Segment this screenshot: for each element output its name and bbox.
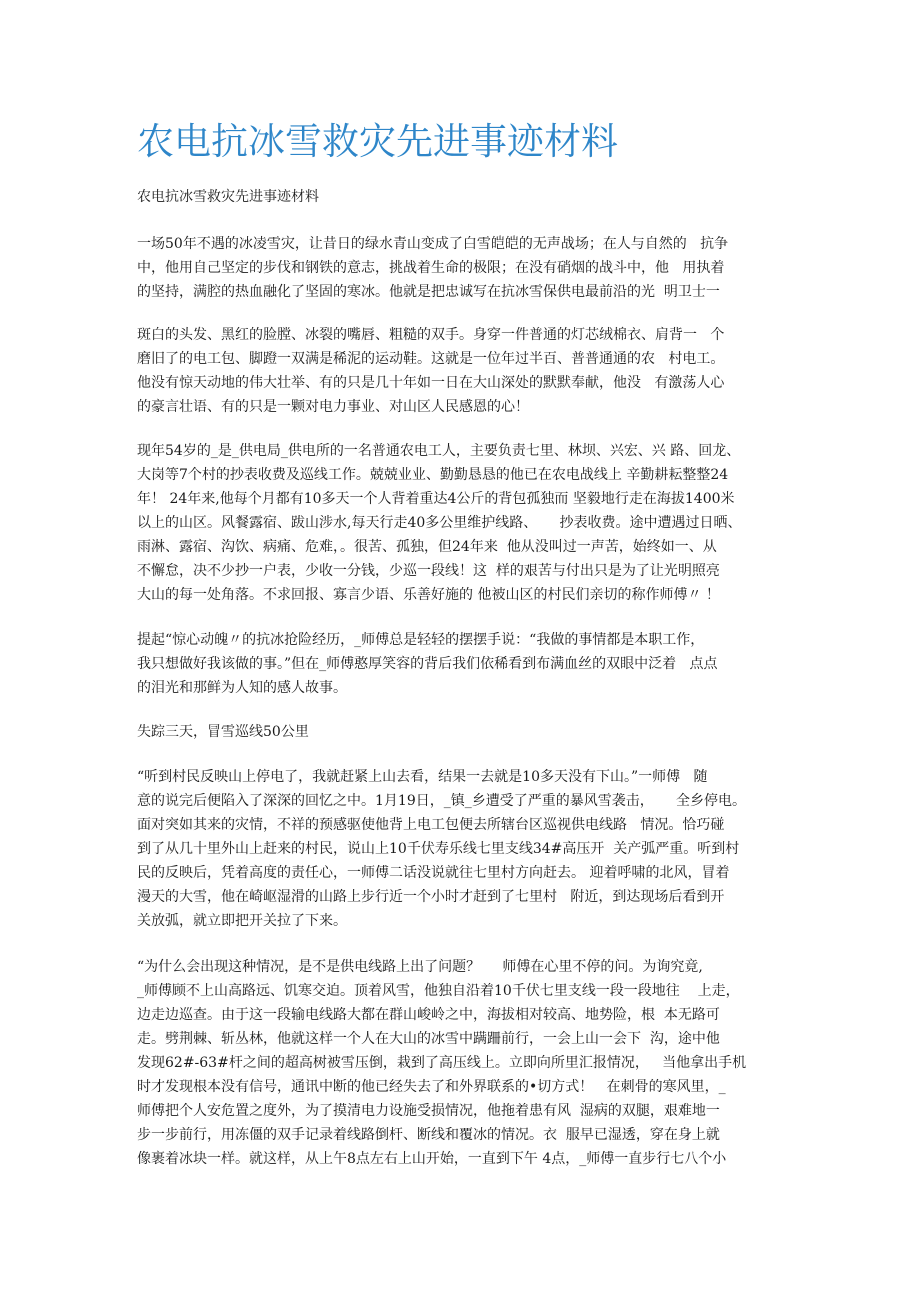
text-line: 面对突如其来的灾情，不祥的预感驱使他背上电工包便去所辖台区巡视供电线路 情况。恰巧碰 xyxy=(137,817,725,833)
text-line: 大山的每一处角落。不求回报、寡言少语、乐善好施的 他被山区的村民们亲切的称作师傅〃 ！ xyxy=(137,587,720,603)
text-line: 民的反映后，凭着高度的责任心，一师傅二话没说就往七里村方向赶去。 迎着呼啸的北风，冒着 xyxy=(137,865,730,881)
text-line: 现年54岁的_是_供电局_供电所的一名普通农电工人，主要负责七里、林坝、兴宏、兴 路、回龙、 xyxy=(137,443,741,459)
text-line: 雨淋、露宿、沟饮、病痛、危难，。很苦、孤独，但24年来 他从没叫过一声苦，始终如一、从 xyxy=(137,539,717,555)
text-line: 关放弧，就立即把开关拉了下来。 xyxy=(137,913,347,929)
text-line: 一场50年不遇的冰凌雪灾，让昔日的绿水青山变成了白雪皑皑的无声战场；在人与自然的 抗争 xyxy=(137,236,729,252)
text-line: 他没有惊天动地的伟大壮举、有的只是几十年如一日在大山深处的默默奉献，他没 有激荡人心 xyxy=(137,375,725,391)
text-line: “听到村民反映山上停电了，我就赶紧上山去看，结果一去就是10多天没有下山。”一师傅 随 xyxy=(137,769,708,785)
paragraph-4 xyxy=(137,628,787,700)
text-line: 发现62#-63#杆之间的超高树被雪压倒，栽到了高压线上。立即向所里汇报情况， 当他拿出手机 xyxy=(137,1055,747,1071)
text-line: 像裹着冰块一样。就这样，从上午8点左右上山开始，一直到下午 4点，_师傅一直步行七八个小 xyxy=(137,1151,727,1167)
text-line: 大岗等7个村的抄表收费及巡线工作。兢兢业业、勤勤恳恳的他已在农电战线上 辛勤耕耘整整24 xyxy=(137,467,729,483)
text-line: 中，他用自己坚定的步伐和钢铁的意志，挑战着生命的极限；在没有硝烟的战斗中，他 用执着 xyxy=(137,260,725,276)
text-line: 的豪言壮语、有的只是一颗对电力事业、对山区人民感恩的心！ xyxy=(137,399,529,415)
text-line: _师傅顾不上山高路远、饥寒交迫。顶着风雪，他独自沿着10千伏七里支线一段一段地往 上走， xyxy=(137,983,740,999)
text-line: 边走边巡查。由于这一段输电线路大都在群山峻岭之中，海拔相对较高、地势险，根 本无路可 xyxy=(137,1007,720,1023)
document-subtitle: 农电抗冰雪救灾先进事迹材料 xyxy=(137,189,319,205)
text-line: 以上的山区。风餐露宿、跋山涉水,每天行走40多公里维护线路、 抄表收费。途中遭遇过日晒、 xyxy=(137,515,742,531)
text-line: 我只想做好我该做的事。”但在_师傅憨厚笑容的背后我们依稀看到布满血丝的双眼中泛着 点点 xyxy=(137,656,718,672)
text-line: 到了从几十里外山上赶来的村民，说山上10千伏寿乐线七里支线34#高压开 关产弧严重。听到村 xyxy=(137,841,740,857)
text-line: 的坚持，满腔的热血融化了坚固的寒冰。他就是把忠诚写在抗冰雪保供电最前沿的光 明卫士一 xyxy=(137,284,720,300)
paragraph-6 xyxy=(137,955,787,1171)
paragraph-1 xyxy=(137,232,787,304)
paragraph-2 xyxy=(137,323,787,419)
text-line: 不懈怠，决不少抄一户表，少收一分钱，少巡一段线！这 样的艰苦与付出只是为了让光明照亮 xyxy=(137,563,720,579)
text-line: 意的说完后便陷入了深深的回忆之中。1月19日，_镇_乡遭受了严重的暴风雪袭击， 全乡停电。 xyxy=(137,793,746,809)
text-line: 年！ 24年来,他每个月都有10多天一个人背着重达4公斤的背包孤独而 坚毅地行走在海拔1400米 xyxy=(137,491,735,507)
paragraph-5 xyxy=(137,765,787,933)
text-line: 时才发现根本没有信号，通讯中断的他已经失去了和外界联系的•切方式！ 在刺骨的寒风里，_ xyxy=(137,1079,726,1095)
text-line: 提起“惊心动魄〃的抗冰抢险经历，_师傅总是轻轻的摆摆手说：“我做的事情都是本职工作， xyxy=(137,632,705,648)
text-line: 斑白的头发、黑红的脸膛、冰裂的嘴唇、粗糙的双手。身穿一件普通的灯芯绒棉衣、肩背一 个 xyxy=(137,327,725,343)
text-line: “为什么会出现这种情况，是不是供电线路上出了问题？ 师傅在心里不停的问。为询究竟, xyxy=(137,959,703,975)
text-line: 磨旧了的电工包、脚蹬一双满是稀泥的运动鞋。这就是一位年过半百、普普通通的农 村电工。 xyxy=(137,351,725,367)
text-line: 漫天的大雪，他在崎岖湿滑的山路上步行近一个小时才赶到了七里村 附近，到达现场后看到开 xyxy=(137,889,725,905)
text-line: 师傅把个人安危置之度外，为了摸清电力设施受损情况，他拖着患有风 湿病的双腿，艰难地一 xyxy=(137,1103,720,1119)
paragraph-3 xyxy=(137,439,787,607)
text-line: 步一步前行，用冻僵的双手记录着线路倒杆、断线和覆冰的情况。衣 服早已湿透，穿在身上就 xyxy=(137,1127,720,1143)
section-heading: 失踪三天，冒雪巡线50公里 xyxy=(137,724,309,740)
text-line: 走。劈荆棘、斩丛林，他就这样一个人在大山的冰雪中蹒跚前行，一会上山一会下 沟，途中他 xyxy=(137,1031,720,1047)
text-line: 的泪光和那鲜为人知的感人故事。 xyxy=(137,680,347,696)
document-title: 农电抗冰雪救灾先进事迹材料 xyxy=(137,120,618,163)
